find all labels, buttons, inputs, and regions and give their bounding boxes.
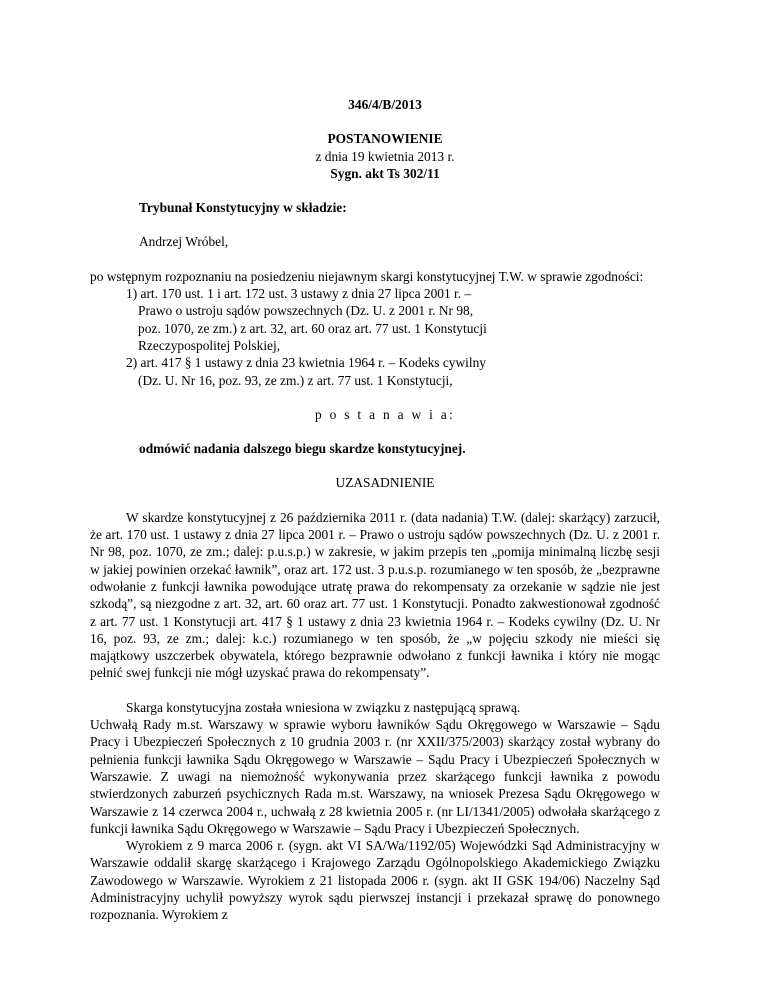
paragraph: Skarga konstytucyjna została wniesiona w związku z następującą sprawą. [126, 699, 521, 715]
ruling-text: odmówić nadania dalszego biegu skardze konstytucyjnej. [139, 441, 466, 457]
list-item: 2) art. 417 § 1 ustawy z dnia 23 kwietnia 1964 r. – Kodeks cywilny (Dz. U. Nr 16, poz. 93, ze zm.) z art. 77 ust. 1 Konstytucji, [126, 355, 486, 388]
document-date: z dnia 19 kwietnia 2013 r. [315, 148, 455, 164]
document-page [90, 96, 660, 924]
justification-heading: UZASADNIENIE [335, 475, 435, 491]
document-type: POSTANOWIENIE [327, 131, 443, 147]
composition-heading: Trybunał Konstytucyjny w składzie: [139, 200, 347, 216]
list-item: 1) art. 170 ust. 1 i art. 172 ust. 3 ustawy z dnia 27 lipca 2001 r. – Prawo o ustroju sądów powszechnych (Dz. U. z 2001 r. Nr 98, poz. 1070, ze zm.) z art. 32, art. 60 oraz art. 77 ust. 1 Konstytucji Rzeczypospolitej Polskiej, [126, 286, 487, 353]
judge-name: Andrzej Wróbel, [139, 234, 229, 250]
paragraph: Wyrokiem z 9 marca 2006 r. (sygn. akt VI SA/Wa/1192/05) Wojewódzki Sąd Administracyjny w Warszawie oddalił skargę skarżącego i Krajowego Zarządu Ogólnopolskiego Akademickiego Związku Zawodowego w Warszawie. Wyrokiem z 21 listopada 2006 r. (sygn. akt II GSK 194/06) Naczelny Sąd Administracyjny uchylił powyższy wyrok sądu pierwszej instancji i przekazał sprawę do ponownego rozpoznania. Wyrokiem z [90, 838, 660, 923]
justification-body [90, 509, 660, 924]
case-signature: Sygn. akt Ts 302/11 [330, 165, 440, 181]
case-code: 346/4/B/2013 [348, 97, 422, 112]
intro-text: po wstępnym rozpoznaniu na posiedzeniu niejawnym skargi konstytucyjnej T.W. w sprawie zgodności: [90, 268, 644, 284]
decision-word: p o s t a n a w i a: [314, 406, 456, 422]
items-list [90, 285, 660, 389]
paragraph: Uchwałą Rady m.st. Warszawy w sprawie wyboru ławników Sądu Okręgowego w Warszawie – Sądu Pracy i Ubezpieczeń Społecznych z 10 grudnia 2003 r. (nr XXII/375/2003) skarżący został wybrany do pełnienia funkcji ławnika Sądu Okręgowego w Warszawie – Sądu Pracy i Ubezpieczeń Społecznych w Warszawie. Z uwagi na niemożność wykonywania przez skarżącego funkcji ławnika z powodu stwierdzonych zaburzeń psychicznych Rada m.st. Warszawy, na wniosek Prezesa Sądu Okręgowego w Warszawie z 14 czerwca 2004 r., uchwałą z 28 kwietnia 2005 r. (nr LI/1341/2005) odwołała skarżącego z funkcji ławnika Sądu Okręgowego w Warszawie – Sądu Pracy i Ubezpieczeń Społecznych. [90, 717, 660, 836]
paragraph: W skardze konstytucyjnej z 26 października 2011 r. (data nadania) T.W. (dalej: skarżący) zarzucił, że art. 170 ust. 1 ustawy z dnia 27 lipca 2001 r. – Prawo o ustroju sądów powszechnych (Dz. U. z 2001 r. Nr 98, poz. 1070, ze zm.; dalej: p.u.s.p.) w zakresie, w jakim przepis ten „pomija minimalną liczbę sesji w jakiej powinien orzekać ławnik”, oraz art. 172 ust. 3 p.u.s.p. rozumianego w ten sposób, że „bezprawne odwołanie z funkcji ławnika powodujące utratę prawa do rekompensaty za orzekanie w sądzie nie jest szkodą”, są niezgodne z art. 32, art. 60 oraz art. 77 ust. 1 Konstytucji. Ponadto zakwestionował zgodność z art. 77 ust. 1 Konstytucji art. 417 § 1 ustawy z dnia 23 kwietnia 1964 r. – Kodeks cywilny (Dz. U. Nr 16, poz. 93, ze zm.; dalej: k.c.) rozumianego w ten sposób, że „w pojęciu szkody nie mieści się majątkowy uszczerbek obywatela, którego bezprawnie odwołano z funkcji ławnika i który nie mogąc pełnić swej funkcji nie mógł uzyskać prawa do rekompensaty”. [90, 509, 660, 681]
